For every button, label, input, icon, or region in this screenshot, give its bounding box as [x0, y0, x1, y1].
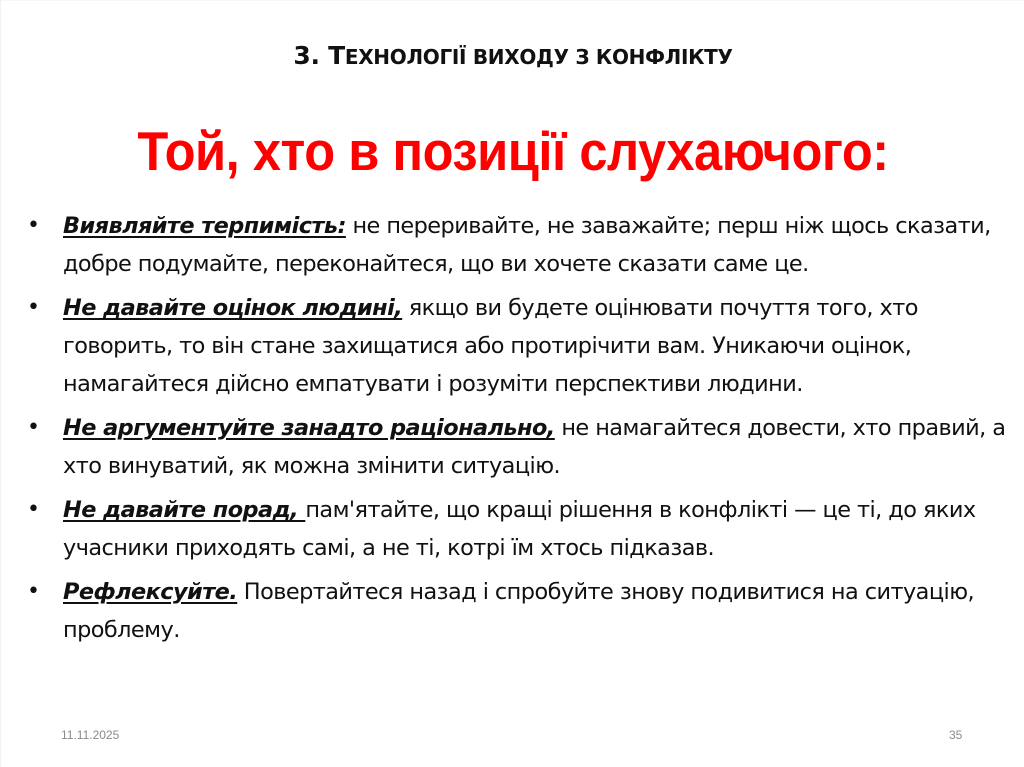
bullet-text: не намагайтеся довести, хто правий, а хто винуватий, як можна змінити ситуацію. [63, 415, 1006, 479]
bullet-lead: Рефлексуйте. [63, 579, 238, 605]
footer-date: 11.11.2025 [61, 728, 120, 742]
bullet-lead: Не давайте порад, [63, 497, 306, 523]
bullet-lead: Виявляйте терпимість: [63, 213, 346, 239]
bullet-icon: • [27, 497, 40, 522]
bullet-text: якщо ви будете оцінювати почуття того, хто говорить, то він стане захищатися або протирічити вам. Уникаючи оцінок, намагайтеся дійсно емпатувати і розуміти перспективи людини. [63, 295, 918, 397]
bullet-list [23, 207, 1008, 655]
slide-title-prefix: 3. Т [293, 41, 345, 70]
slide-title [1, 41, 1024, 70]
bullet-icon: • [27, 213, 40, 238]
bullet-icon: • [27, 415, 40, 440]
slide-subtitle: Той, хто в позиції слухаючого: [137, 120, 889, 182]
bullet-icon: • [27, 579, 40, 604]
bullet-text: не перeривайте, не заважайте; перш ніж щось сказати, добре подумайте, переконайтеся, що ви хочете сказати саме це. [63, 213, 991, 277]
bullet-text: Повертайтеся назад і спробуйте знову подивитися на ситуацію, проблему. [63, 579, 975, 643]
bullet-icon: • [27, 295, 40, 320]
bullet-lead: Не давайте оцінок людині, [63, 295, 403, 321]
bullet-item-tolerance [23, 207, 1008, 283]
bullet-item-no-evaluation [23, 289, 1008, 403]
bullet-item-reflect [23, 573, 1008, 649]
bullet-item-no-advice [23, 491, 1008, 567]
footer-page-number: 35 [949, 728, 963, 742]
bullet-text: пам'ятайте, що кращі рішення в конфлікті — це ті, до яких учасники приходять самі, а не ті, котрі їм хтось підказав. [63, 497, 976, 561]
bullet-item-no-rational-argument [23, 409, 1008, 485]
slide-title-rest: ЕХНОЛОГІЇ ВИХОДУ З КОНФЛІКТУ [344, 45, 733, 69]
bullet-lead: Не аргументуйте занадто раціонально, [63, 415, 555, 441]
